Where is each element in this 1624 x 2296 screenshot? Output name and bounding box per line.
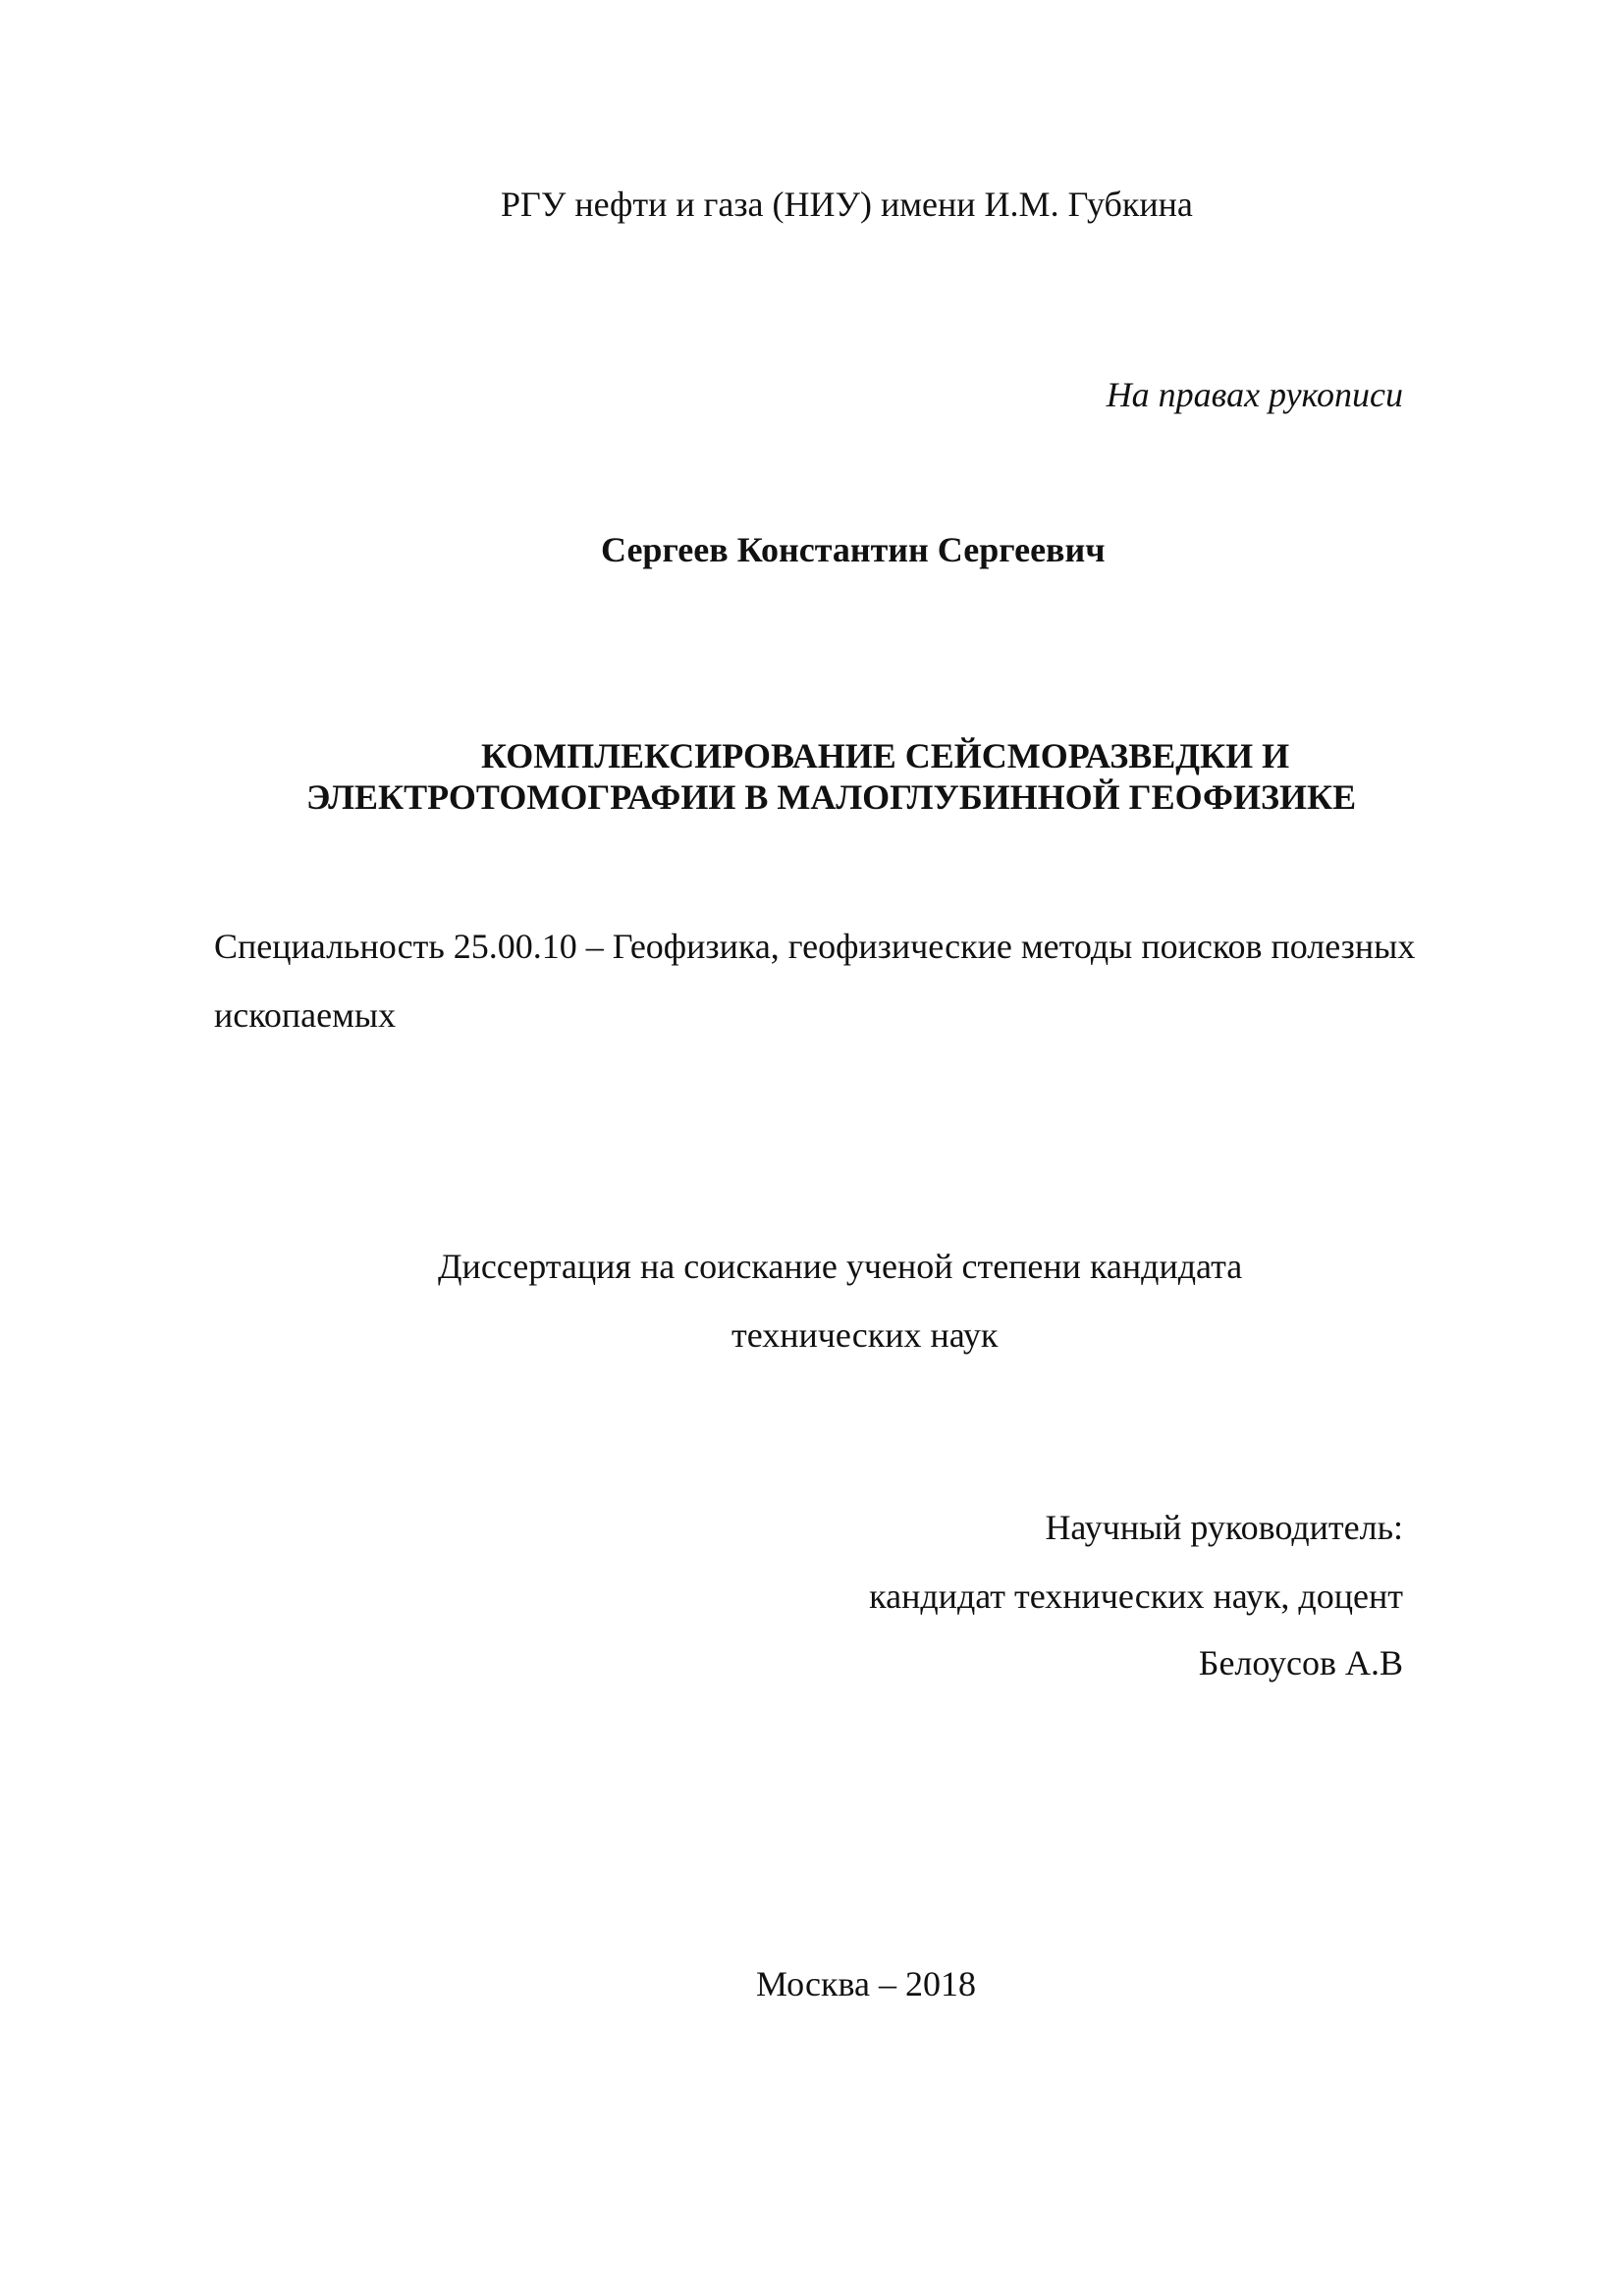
city-year: Москва – 2018 xyxy=(756,1964,976,2003)
author-name: Сергеев Константин Сергеевич xyxy=(601,530,1106,569)
supervisor-name: Белоусов А.В xyxy=(1198,1643,1403,1682)
manuscript-note: На правах рукописи xyxy=(1106,375,1403,414)
dissertation-title-line-2: ЭЛЕКТРОТОМОГРАФИИ В МАЛОГЛУБИННОЙ ГЕОФИЗИКЕ xyxy=(306,777,1357,817)
institution-name: РГУ нефти и газа (НИУ) имени И.М. Губкина xyxy=(501,185,1193,224)
specialty-line-1: Специальность 25.00.10 – Геофизика, геофизические методы поисков полезных xyxy=(214,927,1416,966)
degree-statement-line-1: Диссертация на соискание ученой степени кандидата xyxy=(438,1247,1243,1286)
supervisor-degree: кандидат технических наук, доцент xyxy=(869,1576,1403,1616)
supervisor-label: Научный руководитель: xyxy=(1045,1508,1403,1547)
degree-statement-line-2: технических наук xyxy=(731,1315,999,1355)
specialty-line-2: ископаемых xyxy=(214,995,397,1035)
dissertation-title-line-1: КОМПЛЕКСИРОВАНИЕ СЕЙСМОРАЗВЕДКИ И xyxy=(481,736,1290,775)
